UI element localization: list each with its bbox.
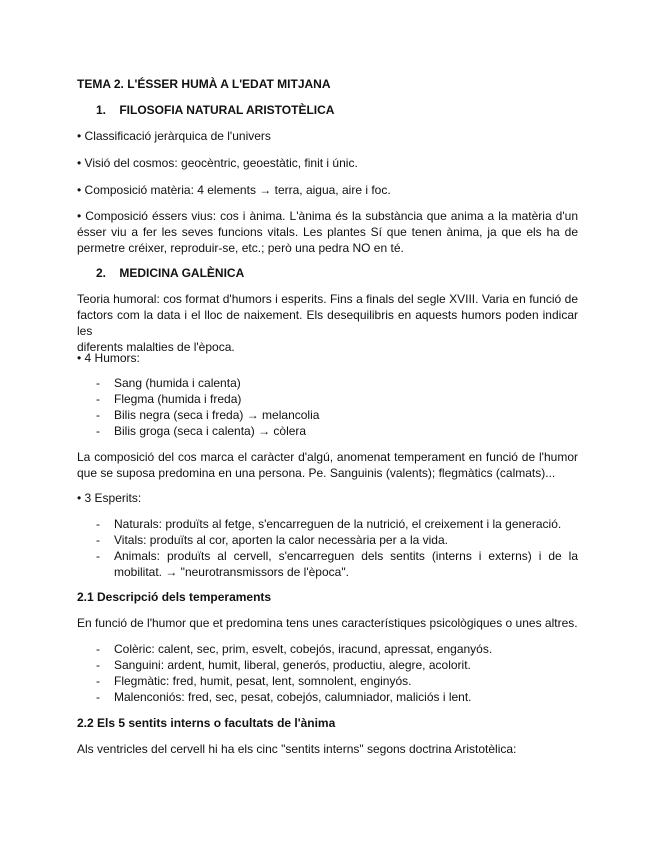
paragraph-line: La composició del cos marca el caràcter d'algú, anomenat temperament en funció de l'humor — [77, 450, 578, 464]
bullet-living-beings — [77, 208, 578, 256]
list-item: - Colèric: calent, sec, prim, esvelt, cobejós, iracund, apressat, enganyós. — [96, 641, 578, 657]
subsection-2-1-intro: En funció de l'humor que et predomina tens unes característiques psicològiques o unes altres. — [77, 616, 578, 630]
list-item: - Sanguini: ardent, humit, liberal, generós, productiu, alegre, acolorit. — [96, 657, 578, 673]
bullet-classification: • Classificació jeràrquica de l'univers — [77, 129, 271, 143]
section-2-heading — [96, 266, 244, 280]
spirits-list — [96, 516, 578, 580]
bullet-cosmos: • Visió del cosmos: geocèntric, geoestàtic, finit i únic. — [77, 156, 358, 170]
paragraph-line: permetre créixer, reproduir-se, etc.; però una pedra NO en té. — [77, 241, 404, 255]
paragraph-line: ésser viu a fer les seves funcions vitals. Les plantes Sí que tenen ànima, ja que els ha de — [77, 225, 578, 239]
paragraph-line: factors com la data i el lloc de naixement. Els desequilibris en aquests humors poden indicar les — [77, 308, 578, 338]
humoral-theory-paragraph — [77, 291, 578, 355]
list-item: - Sang (humida i calenta) — [96, 375, 578, 391]
paragraph-line: Teoria humoral: cos format d'humors i esperits. Fins a finals del segle XVIII. Varia en funció de — [77, 292, 578, 306]
list-item: - Bilis groga (seca i calenta) → còlera — [96, 423, 578, 439]
list-item: - Flegma (humida i freda) — [96, 391, 578, 407]
paragraph-line: • Composició éssers vius: cos i ànima. L'ànima és la substància que anima a la matèria d'un — [77, 209, 578, 223]
temperaments-list — [96, 641, 578, 705]
section-1-heading — [96, 103, 334, 117]
bullet-matter: • Composició matèria: 4 elements → terra, aigua, aire i foc. — [77, 183, 391, 197]
section-1-number: 1. — [96, 103, 107, 117]
section-2-title: MEDICINA GALÈNICA — [119, 266, 245, 280]
list-item: - Flegmàtic: fred, humit, pesat, lent, somnolent, enginyós. — [96, 673, 578, 689]
list-item: - Naturals: produïts al fetge, s'encarreguen de la nutrició, el creixement i la generació. — [96, 516, 578, 532]
subsection-2-2-heading: 2.2 Els 5 sentits interns o facultats de l'ànima — [77, 716, 336, 730]
spirits-label: • 3 Esperits: — [77, 491, 142, 505]
paragraph-line: que se suposa predomina en una persona. Pe. Sanguinis (valents); flegmàtics (calmats)... — [77, 466, 556, 480]
list-item: - Animals: produïts al cervell, s'encarreguen dels sentits (interns i externs) i de la mobilitat. → "neurotransmissors de l'època". — [96, 548, 578, 580]
subsection-2-2-intro: Als ventricles del cervell hi ha els cinc "sentits interns" segons doctrina Aristotèlica: — [77, 742, 517, 756]
temperament-paragraph — [77, 449, 578, 481]
humors-list — [96, 375, 578, 439]
list-item: - Vitals: produïts al cor, aporten la calor necessària per a la vida. — [96, 532, 578, 548]
subsection-2-1-heading: 2.1 Descripció dels temperaments — [77, 590, 272, 604]
section-1-title: FILOSOFIA NATURAL ARISTOTÈLICA — [119, 103, 335, 117]
list-item: - Malenconiós: fred, sec, pesat, cobejós, calumniador, maliciós i lent. — [96, 689, 578, 705]
list-item: - Bilis negra (seca i freda) → melancolia — [96, 407, 578, 423]
section-2-number: 2. — [96, 266, 107, 280]
paragraph-line: diferents malalties de l'època. — [77, 340, 235, 354]
page-title: TEMA 2. L'ÉSSER HUMÀ A L'EDAT MITJANA — [77, 77, 331, 91]
humors-label: • 4 Humors: — [77, 351, 140, 365]
